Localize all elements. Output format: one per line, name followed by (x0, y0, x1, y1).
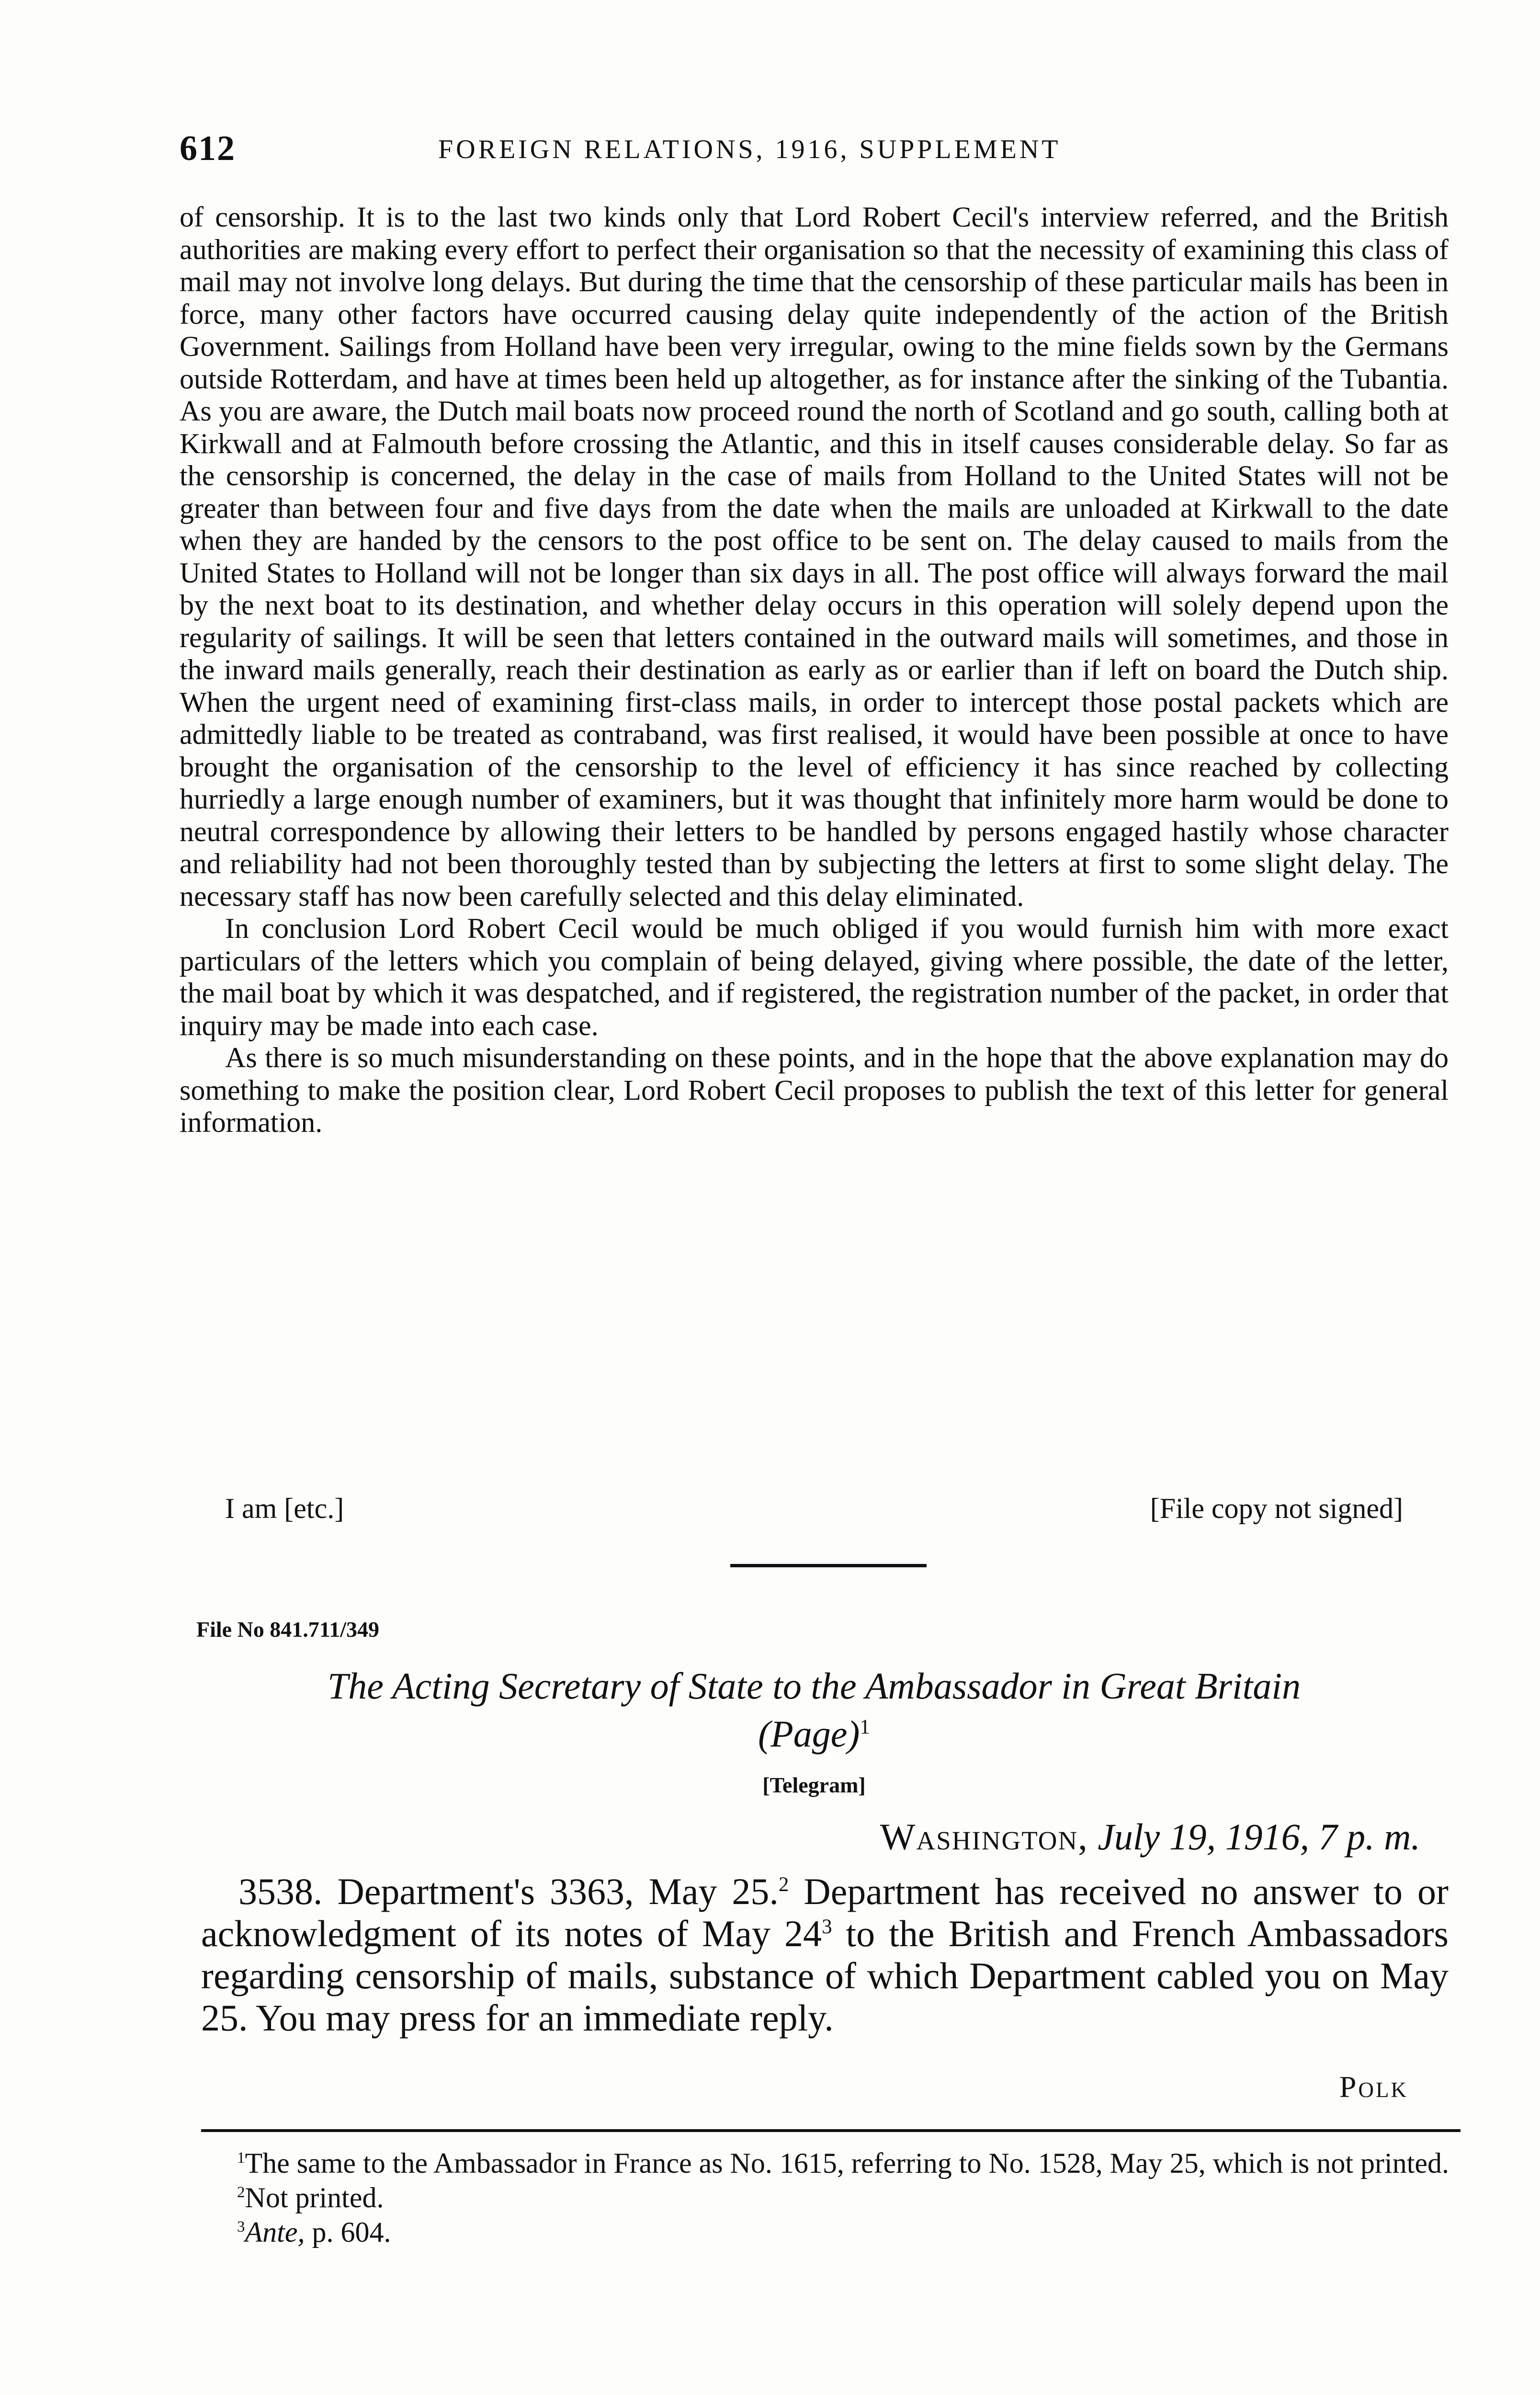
footnote-marker: 2 (237, 2184, 245, 2201)
footnote (201, 2146, 1456, 2180)
footnote-ref: 2 (778, 1873, 789, 1896)
footnote-marker: 1 (237, 2149, 245, 2167)
telegram-text (201, 1870, 1449, 2039)
footnote-text: p. 604. (305, 2216, 391, 2248)
telegram-text-part: Department has received no answer to or acknowledgment of its notes of May 24 (201, 1870, 1449, 1954)
running-head: FOREIGN RELATIONS, 1916, SUPPLEMENT (438, 135, 1061, 164)
telegram-text-part: 3538. Department's 3363, May 25. (238, 1870, 779, 1912)
dateline (880, 1815, 1420, 1859)
footnote-ref: 1 (860, 1716, 870, 1738)
title-line (180, 1710, 1449, 1758)
telegram-text-part: to the British and French Ambassadors regarding censorship of mails, substance of which Department cabled you on May 25. You may press for an immediate reply. (201, 1913, 1449, 2039)
footnote-marker: 3 (237, 2218, 245, 2235)
page-number: 612 (180, 129, 236, 168)
footnote-text: Ante, (245, 2216, 305, 2248)
body-paragraph: of censorship. It is to the last two kinds only that Lord Robert Cecil's interview referred, and the British authorities are making every effort to perfect their organisation so that the necessity of examining this class of mail may not involve long delays. But during the time that the censorship of these particular mails has been in force, many other factors have occurred causing delay quite independently of the action of the British Government. Sailings from Holland have been very irregular, owing to the mine fields sown by the Germans outside Rotterdam, and have at times been held up altogether, as for instance after the sinking of the Tubantia. As you are aware, the Dutch mail boats now proceed round the north of Scotland and go south, calling both at Kirkwall and at Falmouth before crossing the Atlantic, and this in itself causes considerable delay. So far as the censorship is concerned, the delay in the case of mails from Holland to the United States will not be greater than between four and five days from the date when the mails are unloaded at Kirkwall to the date when they are handed by the censors to the post office to be sent on. The delay caused to mails from the United States to Holland will not be longer than six days in all. The post office will always forward the mail by the next boat to its destination, and whether delay occurs in this operation will solely depend upon the regularity of sailings. It will be seen that letters contained in the outward mails will sometimes, and those in the inward mails generally, reach their destination as early as or earlier than if left on board the Dutch ship. When the urgent need of examining first-class mails, in order to intercept those postal packets which are admittedly liable to be treated as contraband, was first realised, it would have been possible at once to have brought the organisation of the censorship to the level of efficiency it has since reached by collecting hurriedly a large enough number of examiners, but it was thought that infinitely more harm would be done to neutral correspondence by allowing their letters to be handled by persons engaged hastily whose character and reliability had not been thoroughly tested than by subjecting the letters at first to some slight delay. The necessary staff has now been carefully selected and this delay eliminated. (180, 201, 1449, 912)
signature: Polk (1339, 2070, 1408, 2104)
title-name: (Page) (758, 1713, 860, 1755)
section-divider (730, 1564, 927, 1567)
file-copy-note: [File copy not signed] (1150, 1493, 1403, 1524)
document-title (180, 1662, 1449, 1758)
footnote-ref: 3 (822, 1916, 832, 1938)
dateline-place: Washington, (880, 1816, 1088, 1858)
footnote-divider (201, 2129, 1461, 2132)
body-paragraph: In conclusion Lord Robert Cecil would be much obliged if you would furnish him with more exact particulars of the letters which you complain of being delayed, giving where possible, the date of the letter, the mail boat by which it was despatched, and if registered, the registration number of the packet, in order that inquiry may be made into each case. (180, 912, 1449, 1041)
closing-salutation: I am [etc.] (225, 1493, 344, 1524)
page-header (180, 128, 1449, 176)
body-paragraph: As there is so much misunderstanding on these points, and in the hope that the above explanation may do something to make the position clear, Lord Robert Cecil proposes to publish the text of this letter for general information. (180, 1042, 1449, 1138)
footnote (201, 2215, 1456, 2249)
letter-closing (225, 1492, 1403, 1530)
footnote-text: The same to the Ambassador in France as No. 1615, referring to No. 1528, May 25, which is not printed. (245, 2147, 1449, 2179)
file-number: File No 841.711/349 (196, 1617, 380, 1642)
telegram-label: [Telegram] (762, 1773, 866, 1797)
footnotes (201, 2146, 1456, 2249)
letter-body (180, 201, 1449, 1139)
telegram-paragraph (201, 1870, 1449, 2039)
dateline-date: July 19, 1916, 7 p. m. (1098, 1816, 1420, 1858)
footnote (201, 2180, 1456, 2215)
footnote-text: Not printed. (245, 2182, 384, 2213)
title-line: The Acting Secretary of State to the Ambassador in Great Britain (327, 1665, 1301, 1707)
